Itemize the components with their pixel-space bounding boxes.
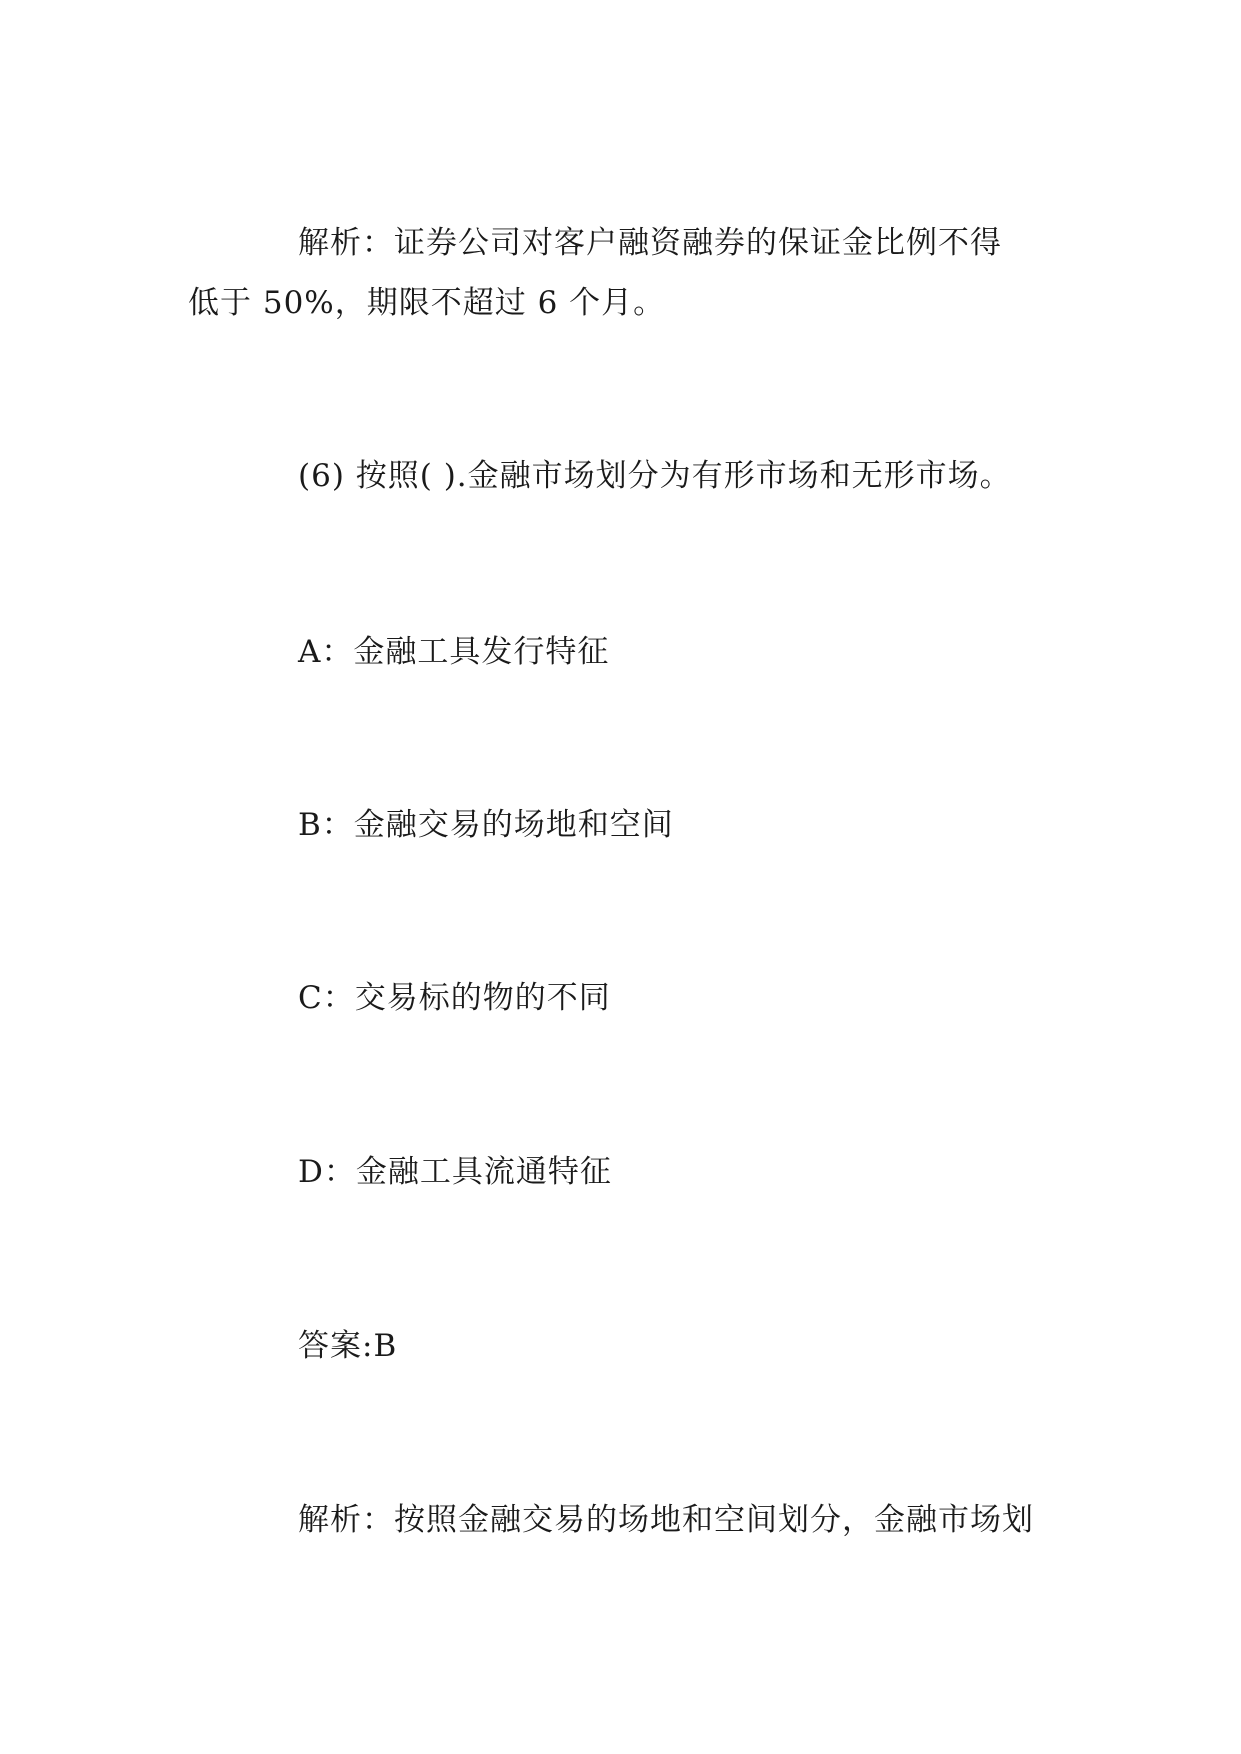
- option-a: A：金融工具发行特征: [298, 634, 610, 670]
- analysis-text-line-1: 解析：证券公司对客户融资融券的保证金比例不得: [298, 225, 1002, 261]
- analysis-2-text-line-1: 解析：按照金融交易的场地和空间划分，金融市场划: [298, 1502, 1034, 1538]
- option-b: B：金融交易的场地和空间: [298, 807, 674, 843]
- analysis-text-line-2: 低于 50%，期限不超过 6 个月。: [188, 285, 666, 321]
- answer-text: 答案:B: [298, 1328, 398, 1364]
- option-d: D：金融工具流通特征: [298, 1154, 612, 1190]
- option-c: C：交易标的物的不同: [298, 980, 611, 1016]
- question-text: (6) 按照( ).金融市场划分为有形市场和无形市场。: [298, 458, 1012, 494]
